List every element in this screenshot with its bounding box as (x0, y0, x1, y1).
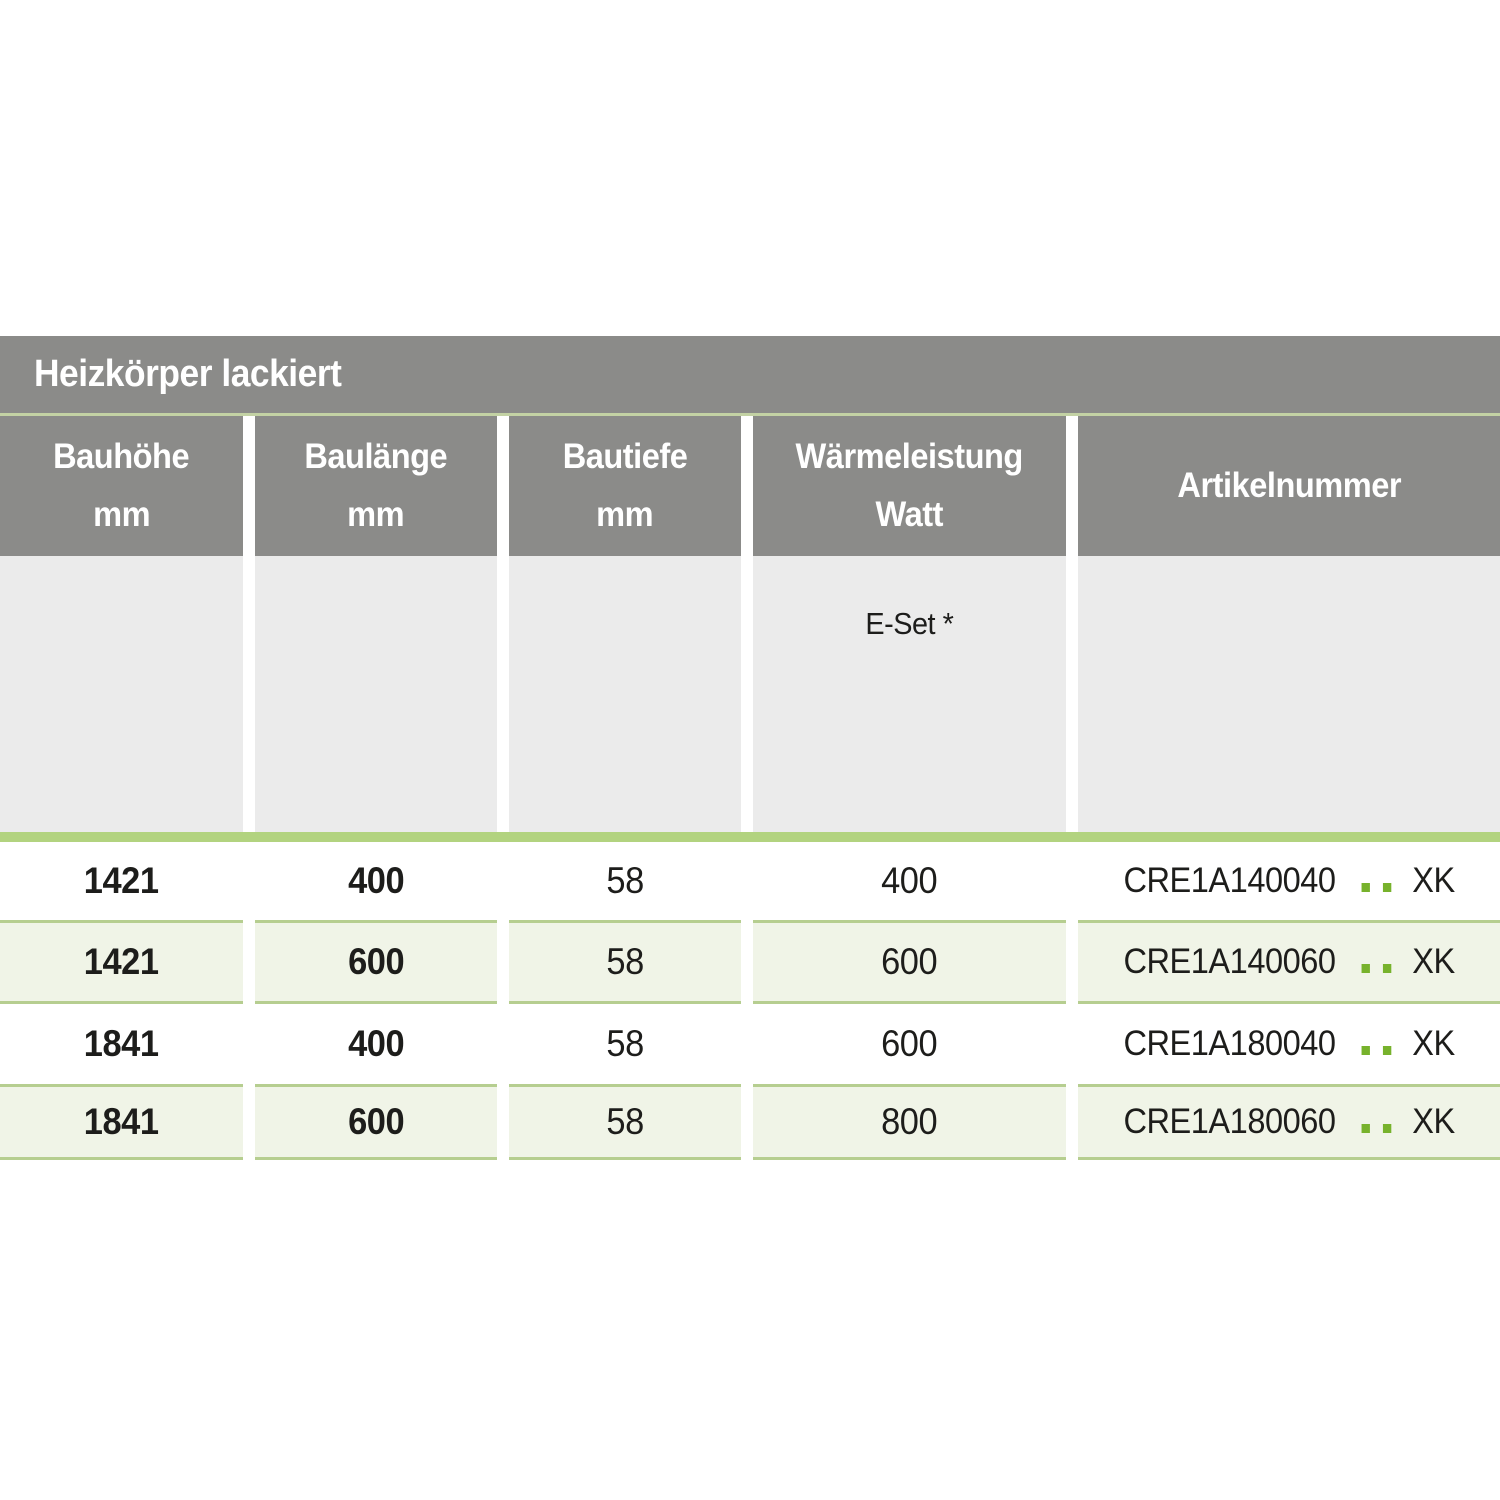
subheader-cell-waermeleistung (753, 556, 1066, 832)
value-baulaenge: 600 (347, 941, 405, 982)
radiator-spec-table (0, 336, 1500, 1160)
artikel-placeholder-dots (1362, 883, 1392, 892)
value-baulaenge: 400 (347, 1023, 405, 1064)
placeholder-dot (1362, 964, 1370, 973)
column-header-row (0, 416, 1500, 556)
value-bautiefe: 58 (606, 1101, 644, 1142)
cell-bauhoehe (0, 1084, 243, 1160)
value-bauhoehe: 1841 (84, 1101, 159, 1142)
cell-baulaenge (255, 842, 497, 920)
column-header-label: Bauhöhe (53, 437, 190, 476)
cell-bautiefe (509, 842, 741, 920)
column-header-waermeleistung (753, 416, 1066, 556)
artikel-placeholder-dots (1362, 964, 1392, 973)
cell-bautiefe (509, 1084, 741, 1160)
cell-artikelnummer (1078, 1004, 1500, 1084)
subheader-cell-bauhoehe (0, 556, 243, 832)
column-header-unit: Watt (875, 495, 944, 534)
artikelnummer (1123, 861, 1454, 901)
cell-baulaenge (255, 920, 497, 1004)
cell-bauhoehe (0, 842, 243, 920)
artikelnummer-suffix: XK (1412, 942, 1455, 981)
table-row (0, 920, 1500, 1004)
artikel-placeholder-dots (1362, 1046, 1392, 1055)
column-header-unit: mm (347, 495, 405, 534)
artikelnummer (1123, 1102, 1454, 1142)
cell-artikelnummer (1078, 1084, 1500, 1160)
artikelnummer (1123, 1024, 1454, 1064)
cell-artikelnummer (1078, 842, 1500, 920)
column-header-unit: mm (596, 495, 654, 534)
artikelnummer-prefix: CRE1A180060 (1123, 1102, 1336, 1141)
artikelnummer-suffix: XK (1412, 1024, 1455, 1063)
table-title: Heizkörper lackiert (34, 353, 342, 395)
value-waermeleistung: 600 (881, 1023, 938, 1064)
subheader-cell-bautiefe (509, 556, 741, 832)
cell-bautiefe (509, 920, 741, 1004)
table-row (0, 1004, 1500, 1084)
value-bauhoehe: 1841 (84, 1023, 159, 1064)
value-bautiefe: 58 (606, 860, 644, 901)
value-bauhoehe: 1421 (84, 941, 159, 982)
table-row (0, 842, 1500, 920)
cell-artikelnummer (1078, 920, 1500, 1004)
placeholder-dot (1383, 964, 1391, 973)
subheader-cell-artikelnummer (1078, 556, 1500, 832)
value-bautiefe: 58 (606, 1023, 644, 1064)
column-header-label: Wärmeleistung (795, 437, 1024, 476)
column-header-bautiefe (509, 416, 741, 556)
column-header-baulaenge (255, 416, 497, 556)
column-header-label: Artikelnummer (1177, 466, 1401, 505)
placeholder-dot (1362, 883, 1370, 892)
cell-waermeleistung (753, 1004, 1066, 1084)
column-header-bauhoehe (0, 416, 243, 556)
value-waermeleistung: 600 (881, 941, 938, 982)
table-row (0, 1084, 1500, 1160)
cell-baulaenge (255, 1084, 497, 1160)
cell-bautiefe (509, 1004, 741, 1084)
artikelnummer-prefix: CRE1A140060 (1123, 942, 1336, 981)
placeholder-dot (1383, 1124, 1391, 1133)
table-title-bar (0, 336, 1500, 416)
artikelnummer-prefix: CRE1A180040 (1123, 1024, 1336, 1063)
artikel-placeholder-dots (1362, 1124, 1392, 1133)
cell-baulaenge (255, 1004, 497, 1084)
subheader-cell-baulaenge (255, 556, 497, 832)
cell-waermeleistung (753, 1084, 1066, 1160)
column-header-unit: mm (93, 495, 150, 534)
eset-label: E-Set * (865, 606, 954, 641)
cell-bauhoehe (0, 1004, 243, 1084)
cell-waermeleistung (753, 842, 1066, 920)
artikelnummer-suffix: XK (1412, 1102, 1455, 1141)
subheader-row (0, 556, 1500, 832)
placeholder-dot (1362, 1046, 1370, 1055)
column-header-label: Baulänge (304, 437, 448, 476)
artikelnummer (1123, 942, 1454, 982)
placeholder-dot (1362, 1124, 1370, 1133)
value-baulaenge: 400 (347, 860, 405, 901)
placeholder-dot (1383, 1046, 1391, 1055)
cell-bauhoehe (0, 920, 243, 1004)
value-waermeleistung: 400 (881, 860, 938, 901)
value-bauhoehe: 1421 (84, 860, 159, 901)
artikelnummer-suffix: XK (1412, 861, 1455, 900)
column-header-label: Bautiefe (562, 437, 688, 476)
value-bautiefe: 58 (606, 941, 644, 982)
cell-waermeleistung (753, 920, 1066, 1004)
value-baulaenge: 600 (347, 1101, 405, 1142)
artikelnummer-prefix: CRE1A140040 (1123, 861, 1336, 900)
green-divider-band (0, 832, 1500, 842)
value-waermeleistung: 800 (881, 1101, 938, 1142)
placeholder-dot (1383, 883, 1391, 892)
column-header-artikelnummer (1078, 416, 1500, 556)
